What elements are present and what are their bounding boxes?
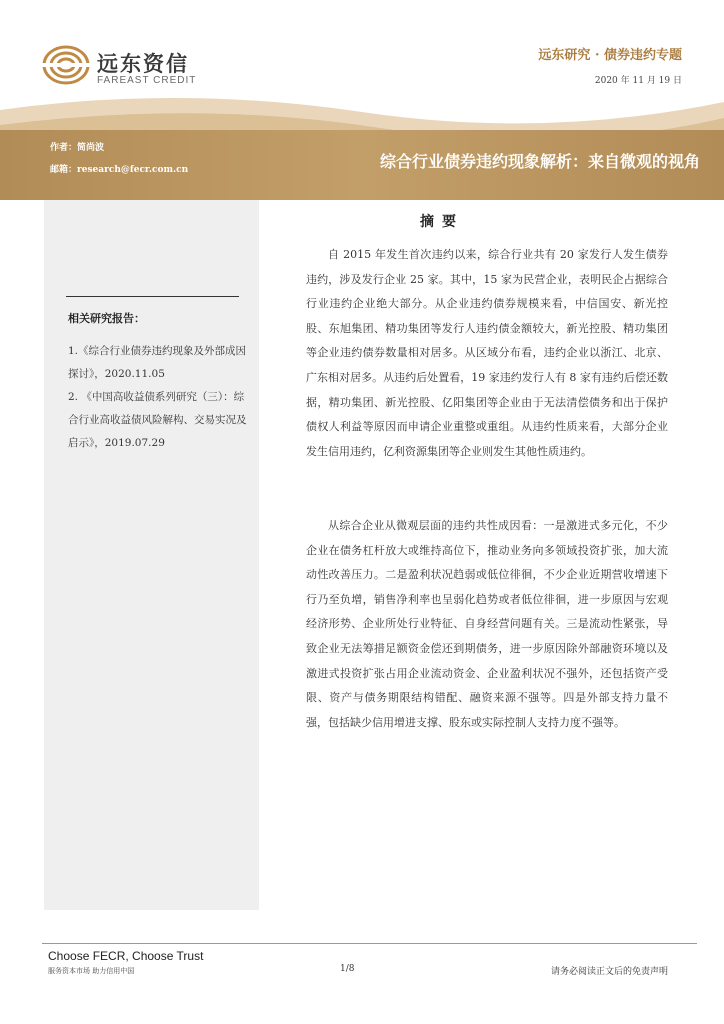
brand-name-en: FAREAST CREDIT [97,75,197,86]
footer-disclaimer: 请务必阅读正文后的免责声明 [550,967,668,977]
footer-tagline: 服务资本市场 助力信用中国 [48,967,135,975]
sidebar [44,200,259,910]
brand-name: 远东资信 [97,52,189,76]
abstract-paragraph-2: 从综合企业从微观层面的违约共性成因看：一是激进式多元化，不少企业在债务杠杆放大或维持高位下，推动业务向多领域投资扩张，加大流动性改善压力。二是盈利状况趋弱或低位徘徊，不少企业近期营收增速下行乃至负增，销售净利率也呈弱化趋势或者低位徘徊，进一步原因与宏观经济形势、企业所处行业特征、自身经营问题有关。三是流动性紧张，导致企业无法筹措足额资金偿还到期债务，进一步原因除外部融资环境以及激进式投资扩张占用企业流动资金、企业盈利状况不强外，还包括资产受限、资产与债务期限结构错配、融资来源不强等。四是外部支持力量不强，包括缺少信用增进支撑、股东或实际控制人支持力度不强等。 [306,519,668,729]
report-title: 综合行业债券违约现象解析：来自微观的视角 [379,152,700,171]
report-date: 2020 年 11 月 19 日 [594,76,682,86]
footer-slogan: Choose FECR, Choose Trust [48,949,204,963]
related-report-item[interactable]: 1.《综合行业债券违约现象及外部成因探讨》，2020.11.05 [68,345,247,380]
sidebar-divider [66,296,239,297]
related-reports-title: 相关研究报告： [68,312,145,325]
page-number: 1/8 [340,964,355,974]
report-series: 远东研究 · 债券违约专题 [538,48,682,63]
email-line: 邮箱：research@fecr.com.cn [50,165,189,175]
abstract-heading: 摘要 [420,214,464,230]
footer-divider [42,943,697,944]
author-line: 作者：简尚波 [50,143,105,153]
related-report-item[interactable]: 2. 《中国高收益债系列研究（三）：综合行业高收益债风险解构、交易实况及启示》，2019.07.29 [68,391,247,449]
header-banner [0,90,724,200]
fareast-logo-icon [42,44,90,86]
abstract-paragraph-1: 自 2015 年发生首次违约以来，综合行业共有 20 家发行人发生债券违约，涉及发行企业 25 家。其中，15 家为民营企业，表明民企占据综合行业违约企业绝大部分。从企业违约债券规模来看，中信国安、新光控股、东旭集团、精功集团等发行人违约债金额较大，新光控股、精功集团等企业违约债券数量相对居多。从区域分布看，违约企业以浙江、北京、广东相对居多。从违约后处置看，19 家违约发行人有 8 家有违约后偿还数据，精功集团、新光控股、亿阳集团等企业由于无法清偿债务和出于保护债权人利益等原因而申请企业重整或重组。从违约性质来看，大部分企业发生信用违约，亿利资源集团等企业则发生其他性质违约。 [306,248,668,458]
related-reports-list [68,340,248,455]
